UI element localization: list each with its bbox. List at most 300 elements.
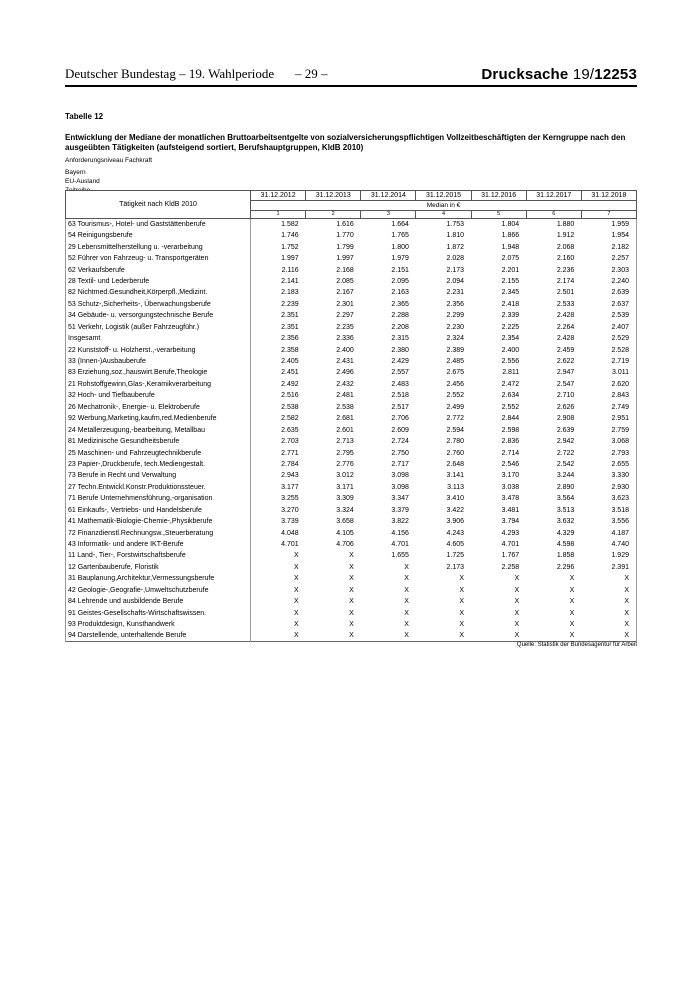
median-value-cell: X xyxy=(514,632,520,640)
median-value-cell: 2.296 xyxy=(556,563,575,571)
occupation-label: 33 (Innen-)Ausbauberufe xyxy=(66,356,251,367)
median-value-cell: 2.173 xyxy=(446,266,465,274)
median-value-cell: 3.255 xyxy=(281,495,299,503)
median-value-cell: 2.451 xyxy=(281,369,299,377)
median-value-cell: 2.780 xyxy=(446,438,465,446)
median-value-cell: 2.303 xyxy=(581,264,636,275)
median-value-cell: X xyxy=(349,621,354,629)
occupation-label: 72 Finanzdienstl.Rechnungsw.,Steuerberatung xyxy=(66,527,251,538)
occupation-label: 91 Geistes-Gesellschafts-Wirtschaftswissen. xyxy=(66,607,251,618)
median-value-cell: 1.725 xyxy=(446,552,465,560)
median-value-cell: 2.710 xyxy=(556,392,575,400)
median-value-cell: 2.428 xyxy=(556,335,575,343)
median-value-cell: 2.552 xyxy=(446,392,465,400)
table-row xyxy=(66,436,637,447)
table-row xyxy=(66,333,637,344)
median-value-cell: 3.177 xyxy=(281,483,299,491)
occupation-label: 94 Darstellende, unterhaltende Berufe xyxy=(66,630,251,642)
median-value-cell: 2.706 xyxy=(391,415,409,423)
occupation-label: 63 Tourismus-, Hotel- und Gaststättenberufe xyxy=(66,219,251,231)
median-value-cell: X xyxy=(404,632,409,640)
table-row xyxy=(66,219,637,231)
table-row xyxy=(66,447,637,458)
median-value-cell: 3.513 xyxy=(556,506,575,514)
column-header-date: 31.12.2017 xyxy=(526,191,581,201)
median-value-cell: 1.954 xyxy=(581,230,636,241)
occupation-label: 12 Gartenbauberufe, Floristik xyxy=(66,562,251,573)
median-value-cell: 2.324 xyxy=(446,335,465,343)
table-row xyxy=(66,276,637,287)
median-value-cell: X xyxy=(404,586,409,594)
median-value-cell: 4.156 xyxy=(391,529,409,537)
median-value-cell: X xyxy=(349,552,354,560)
column-index: 4 xyxy=(416,211,471,219)
table-row xyxy=(66,413,637,424)
median-value-cell: 2.634 xyxy=(501,392,520,400)
median-value-cell: 3.309 xyxy=(336,495,354,503)
median-value-cell: X xyxy=(581,573,636,584)
median-value-cell: 2.635 xyxy=(281,426,299,434)
median-value-cell: 2.240 xyxy=(581,276,636,287)
median-value-cell: X xyxy=(581,585,636,596)
median-value-cell: 2.528 xyxy=(581,344,636,355)
median-value-cell: 2.358 xyxy=(281,346,299,354)
median-value-cell: 3.141 xyxy=(446,472,465,480)
median-value-cell: 2.407 xyxy=(581,322,636,333)
median-value-cell: 2.722 xyxy=(556,449,575,457)
table-header xyxy=(66,191,637,219)
median-value-cell: X xyxy=(581,630,636,642)
median-value-cell: X xyxy=(581,607,636,618)
median-value-cell: 4.706 xyxy=(336,541,354,549)
median-value-cell: 2.601 xyxy=(336,426,354,434)
median-value-cell: 2.485 xyxy=(446,358,465,366)
occupation-label: 22 Kunststoff- u. Holzherst.,-verarbeitung xyxy=(66,344,251,355)
median-value-cell: 1.959 xyxy=(581,219,636,231)
table-row xyxy=(66,459,637,470)
median-value-cell: 2.400 xyxy=(336,346,354,354)
header-dates-row xyxy=(66,191,637,201)
header-rule xyxy=(65,85,637,87)
median-value-cell: 2.141 xyxy=(281,277,299,285)
median-value-cell: X xyxy=(349,575,354,583)
median-value-cell: 1.997 xyxy=(336,255,354,263)
table-row xyxy=(66,379,637,390)
median-value-cell: 1.752 xyxy=(281,243,299,251)
median-value-cell: 2.483 xyxy=(391,380,409,388)
median-value-cell: 2.759 xyxy=(581,424,636,435)
median-value-cell: 3.347 xyxy=(391,495,409,503)
median-value-cell: 2.356 xyxy=(446,300,465,308)
median-value-cell: 2.094 xyxy=(446,277,465,285)
occupation-label: 21 Rohstoffgewinn,Glas-,Keramikverarbeitung xyxy=(66,379,251,390)
occupation-label: 29 Lebensmittelherstellung u. -verarbeitung xyxy=(66,241,251,252)
median-value-cell: 2.776 xyxy=(336,460,354,468)
median-value-cell: 2.626 xyxy=(556,403,575,411)
median-value-cell: X xyxy=(569,575,575,583)
table-row xyxy=(66,493,637,504)
table-body xyxy=(66,219,637,642)
median-value-cell: 2.183 xyxy=(281,289,299,297)
median-value-cell: 3.113 xyxy=(447,483,465,491)
median-value-cell: 2.405 xyxy=(281,358,299,366)
median-value-cell: X xyxy=(404,621,409,629)
occupation-label: 84 Lehrende und ausbildende Berufe xyxy=(66,596,251,607)
median-value-cell: 2.231 xyxy=(446,289,465,297)
median-value-cell: X xyxy=(514,575,520,583)
median-value-cell: 1.872 xyxy=(446,243,465,251)
table-row xyxy=(66,482,637,493)
table-row xyxy=(66,390,637,401)
median-value-cell: X xyxy=(349,632,354,640)
median-value-cell: 2.675 xyxy=(446,369,465,377)
median-value-cell: 4.243 xyxy=(446,529,465,537)
occupation-label: 73 Berufe in Recht und Verwaltung xyxy=(66,470,251,481)
median-value-cell: 3.518 xyxy=(581,505,636,516)
table-row xyxy=(66,299,637,310)
median-value-cell: 2.182 xyxy=(581,241,636,252)
column-index: 1 xyxy=(251,211,306,219)
table-row xyxy=(66,344,637,355)
table-row xyxy=(66,367,637,378)
median-value-cell: 3.794 xyxy=(501,518,520,526)
median-value-cell: 2.068 xyxy=(556,243,575,251)
occupation-label: 42 Geologie-,Geografie-,Umweltschutzberufe xyxy=(66,585,251,596)
median-value-cell: 2.609 xyxy=(391,426,409,434)
median-value-cell: X xyxy=(293,575,299,583)
median-value-cell: 2.339 xyxy=(501,312,520,320)
median-value-cell: 2.771 xyxy=(281,449,299,457)
median-value-cell: 2.518 xyxy=(391,392,409,400)
header-parliament-label: Deutscher Bundestag – 19. Wahlperiode xyxy=(65,66,275,81)
median-value-cell: X xyxy=(404,609,409,617)
drucksache-word: Drucksache xyxy=(481,66,569,83)
running-header xyxy=(65,66,637,84)
median-value-cell: 2.264 xyxy=(556,323,575,331)
median-value-cell: 2.236 xyxy=(556,266,575,274)
median-value-cell: 2.225 xyxy=(501,323,520,331)
column-header-date: 31.12.2012 xyxy=(251,191,306,201)
median-value-cell: 2.456 xyxy=(446,380,465,388)
median-value-cell: 2.351 xyxy=(281,323,299,331)
median-value-cell: 1.582 xyxy=(281,221,299,228)
table-row xyxy=(66,310,637,321)
median-value-cell: 2.719 xyxy=(581,356,636,367)
median-value-cell: 2.151 xyxy=(391,266,409,274)
median-value-cell: 2.174 xyxy=(556,277,575,285)
median-value-cell: 3.556 xyxy=(581,516,636,527)
median-value-cell: X xyxy=(349,598,354,606)
median-value-cell: 2.501 xyxy=(556,289,575,297)
table-row xyxy=(66,470,637,481)
median-value-cell: 2.811 xyxy=(502,369,520,377)
median-wage-table xyxy=(65,190,637,642)
median-value-cell: 2.201 xyxy=(501,266,520,274)
median-value-cell: X xyxy=(293,586,299,594)
median-value-cell: 2.257 xyxy=(581,253,636,264)
table-row xyxy=(66,287,637,298)
median-value-cell: 2.943 xyxy=(281,472,299,480)
median-value-cell: 2.299 xyxy=(446,312,465,320)
occupation-label: 81 Medizinische Gesundheitsberufe xyxy=(66,436,251,447)
median-value-cell: 2.288 xyxy=(391,312,409,320)
table-row xyxy=(66,630,637,642)
header-drucksache-label xyxy=(481,66,637,83)
drucksache-number: 12253 xyxy=(594,66,637,83)
median-value-cell: 2.844 xyxy=(501,415,520,423)
table-row xyxy=(66,424,637,435)
median-value-cell: X xyxy=(514,586,520,594)
table-row xyxy=(66,230,637,241)
median-value-cell: 2.496 xyxy=(336,369,354,377)
median-value-cell: 1.770 xyxy=(336,232,354,240)
median-value-cell: 2.389 xyxy=(446,346,465,354)
median-value-cell: X xyxy=(569,586,575,594)
median-value-cell: X xyxy=(459,609,465,617)
median-value-cell: 2.539 xyxy=(581,310,636,321)
median-value-cell: 3.170 xyxy=(501,472,520,480)
median-value-cell: 4.701 xyxy=(281,541,299,549)
table-row xyxy=(66,516,637,527)
median-value-cell: X xyxy=(459,621,465,629)
median-value-cell: 3.012 xyxy=(336,472,354,480)
median-value-cell: X xyxy=(404,563,409,571)
meta-line: Bayern xyxy=(65,169,86,176)
median-value-cell: 2.167 xyxy=(336,289,354,297)
median-value-cell: 2.538 xyxy=(336,403,354,411)
occupation-label: 71 Berufe Unternehmensführung,-organisation xyxy=(66,493,251,504)
table-row xyxy=(66,322,637,333)
median-value-cell: 2.230 xyxy=(446,323,465,331)
occupation-label: 26 Mechatronik-, Energie- u. Elektroberufe xyxy=(66,402,251,413)
median-value-cell: 3.379 xyxy=(391,506,409,514)
median-value-cell: 2.208 xyxy=(391,323,409,331)
median-value-cell: 1.858 xyxy=(556,552,575,560)
median-value-cell: 1.799 xyxy=(336,243,354,251)
occupation-label: 28 Textil- und Lederberufe xyxy=(66,276,251,287)
occupation-label: 61 Einkaufs-, Vertriebs- und Handelsberufe xyxy=(66,505,251,516)
median-value-cell: 2.529 xyxy=(581,333,636,344)
median-value-cell: 4.605 xyxy=(446,541,465,549)
median-value-cell: 2.429 xyxy=(391,358,409,366)
column-index: 7 xyxy=(581,211,636,219)
median-value-cell: 1.810 xyxy=(446,232,465,240)
occupation-label: 52 Führer von Fahrzeug- u. Transportgeräten xyxy=(66,253,251,264)
median-value-cell: 2.795 xyxy=(336,449,354,457)
median-value-cell: X xyxy=(349,586,354,594)
occupation-label: 41 Mathematik-Biologie-Chemie-,Physikberufe xyxy=(66,516,251,527)
column-index: 5 xyxy=(471,211,526,219)
median-value-cell: 2.028 xyxy=(446,255,465,263)
median-value-cell: 1.979 xyxy=(391,255,409,263)
median-value-cell: 2.750 xyxy=(391,449,409,457)
median-value-cell: 2.354 xyxy=(501,335,520,343)
occupation-label: 93 Produktdesign, Kunsthandwerk xyxy=(66,619,251,630)
occupation-label: 51 Verkehr, Logistik (außer Fahrzeugführ.) xyxy=(66,322,251,333)
table-row xyxy=(66,539,637,550)
table-row xyxy=(66,402,637,413)
table-row xyxy=(66,596,637,607)
median-value-cell: 1.753 xyxy=(446,221,465,228)
median-value-cell: 2.516 xyxy=(281,392,299,400)
median-value-cell: 2.365 xyxy=(391,300,409,308)
median-value-cell: X xyxy=(293,621,299,629)
median-value-cell: 3.564 xyxy=(556,495,575,503)
median-value-cell: X xyxy=(569,598,575,606)
occupation-label: 82 Nichtmed.Gesundheit,Körperpfl.,Medizint. xyxy=(66,287,251,298)
median-value-cell: 1.804 xyxy=(501,221,520,228)
occupation-label: 24 Metallerzeugung,-bearbeitung, Metallbau xyxy=(66,424,251,435)
median-value-cell: X xyxy=(293,598,299,606)
median-value-cell: X xyxy=(514,609,520,617)
median-value-cell: 2.724 xyxy=(391,438,409,446)
median-value-cell: X xyxy=(569,609,575,617)
median-value-cell: 2.951 xyxy=(581,413,636,424)
median-value-cell: 2.517 xyxy=(391,403,409,411)
median-value-cell: X xyxy=(514,598,520,606)
median-value-cell: 1.880 xyxy=(556,221,575,228)
unit-label: Median in € xyxy=(251,201,637,211)
occupation-label: 34 Gebäude- u. versorgungstechnische Berufe xyxy=(66,310,251,321)
median-value-cell: 1.655 xyxy=(391,552,409,560)
median-value-cell: 2.620 xyxy=(581,379,636,390)
median-value-cell: 3.011 xyxy=(581,367,636,378)
median-value-cell: 3.632 xyxy=(556,518,575,526)
median-value-cell: X xyxy=(349,609,354,617)
median-value-cell: 2.315 xyxy=(391,335,409,343)
table-title: Entwicklung der Mediane der monatlichen Bruttoarbeitsentgelte von sozialversicherungspflichtigen Vollzeitbeschäftigten der Kerngruppe nach den ausgeübten Tätigkeiten (aufsteigend sortiert, Berufshauptgruppen, KldB 2010) xyxy=(65,133,626,152)
median-value-cell: 2.546 xyxy=(501,460,520,468)
column-index: 2 xyxy=(306,211,361,219)
median-value-cell: 2.552 xyxy=(501,403,520,411)
occupation-label: 32 Hoch- und Tiefbauberufe xyxy=(66,390,251,401)
median-value-cell: 4.048 xyxy=(281,529,299,537)
median-value-cell: 2.356 xyxy=(281,335,299,343)
median-value-cell: 2.391 xyxy=(581,562,636,573)
source-note: Quelle: Statistik der Bundesagentur für Arbeit xyxy=(516,642,637,648)
median-value-cell: 2.499 xyxy=(446,403,465,411)
median-value-cell: 2.085 xyxy=(336,277,354,285)
median-value-cell: 2.297 xyxy=(336,312,354,320)
median-value-cell: 2.095 xyxy=(391,277,409,285)
median-value-cell: 2.557 xyxy=(391,369,409,377)
median-value-cell: 3.739 xyxy=(281,518,299,526)
median-value-cell: 1.664 xyxy=(391,221,409,228)
median-value-cell: 2.930 xyxy=(581,482,636,493)
median-value-cell: 1.948 xyxy=(501,243,520,251)
median-value-cell: 4.701 xyxy=(501,541,520,549)
occupation-label: 11 Land-, Tier-, Forstwirtschaftsberufe xyxy=(66,550,251,561)
table-row xyxy=(66,241,637,252)
table-row xyxy=(66,356,637,367)
occupation-label: 23 Papier-,Druckberufe, tech.Mediengestalt. xyxy=(66,459,251,470)
occupation-label: 53 Schutz-,Sicherheits-, Überwachungsberufe xyxy=(66,299,251,310)
median-value-cell: 2.717 xyxy=(391,460,409,468)
table-row xyxy=(66,264,637,275)
median-value-cell: 1.765 xyxy=(391,232,409,240)
median-value-cell: 3.481 xyxy=(501,506,520,514)
median-value-cell: 3.422 xyxy=(446,506,465,514)
median-value-cell: 2.713 xyxy=(336,438,354,446)
median-value-cell: 2.594 xyxy=(446,426,465,434)
median-value-cell: 2.481 xyxy=(336,392,354,400)
median-value-cell: 2.648 xyxy=(446,460,465,468)
median-value-cell: 2.598 xyxy=(501,426,520,434)
table-row xyxy=(66,527,637,538)
median-value-cell: X xyxy=(459,586,465,594)
median-value-cell: 2.258 xyxy=(501,563,520,571)
median-value-cell: X xyxy=(293,563,299,571)
median-value-cell: 2.784 xyxy=(281,460,299,468)
table-row xyxy=(66,253,637,264)
median-value-cell: 2.160 xyxy=(556,255,575,263)
occupation-label: 54 Reinigungsberufe xyxy=(66,230,251,241)
median-value-cell: 4.293 xyxy=(501,529,520,537)
meta-line: Anforderungsniveau Fachkraft xyxy=(65,157,153,164)
median-value-cell: 1.767 xyxy=(501,552,520,560)
occupation-label: 25 Maschinen- und Fahrzeugtechnikberufe xyxy=(66,447,251,458)
median-value-cell: 2.400 xyxy=(501,346,520,354)
median-value-cell: 4.105 xyxy=(336,529,354,537)
median-value-cell: 1.912 xyxy=(556,232,575,240)
median-value-cell: 3.822 xyxy=(391,518,409,526)
median-value-cell: 3.038 xyxy=(501,483,520,491)
column-header-date: 31.12.2013 xyxy=(306,191,361,201)
table-row xyxy=(66,562,637,573)
column-header-date: 31.12.2016 xyxy=(471,191,526,201)
occupation-label: 92 Werbung,Marketing,kaufm,red.Medienberufe xyxy=(66,413,251,424)
median-value-cell: X xyxy=(404,598,409,606)
median-value-cell: 1.929 xyxy=(581,550,636,561)
median-value-cell: 2.538 xyxy=(281,403,299,411)
median-value-cell: 2.582 xyxy=(281,415,299,423)
median-value-cell: 4.701 xyxy=(391,541,409,549)
median-value-cell: 4.598 xyxy=(556,541,575,549)
column-index: 3 xyxy=(361,211,416,219)
table-row xyxy=(66,619,637,630)
median-value-cell: X xyxy=(293,552,299,560)
median-value-cell: 2.749 xyxy=(581,402,636,413)
median-value-cell: 2.714 xyxy=(501,449,520,457)
row-header-label: Tätigkeit nach KldB 2010 xyxy=(66,191,251,219)
median-value-cell: 3.171 xyxy=(336,483,354,491)
column-header-date: 31.12.2018 xyxy=(581,191,636,201)
median-value-cell: X xyxy=(349,563,354,571)
table-row xyxy=(66,607,637,618)
median-value-cell: 2.772 xyxy=(446,415,465,423)
median-value-cell: 2.492 xyxy=(281,380,299,388)
median-value-cell: 2.533 xyxy=(556,300,575,308)
median-value-cell: 4.329 xyxy=(556,529,575,537)
occupation-label: 31 Bauplanung,Architektur,Vermessungsberufe xyxy=(66,573,251,584)
median-value-cell: X xyxy=(293,632,299,640)
median-value-cell: 3.906 xyxy=(446,518,465,526)
median-value-cell: 3.098 xyxy=(391,483,409,491)
median-value-cell: X xyxy=(459,632,465,640)
occupation-label: 43 Informatik- und andere IKT-Berufe xyxy=(66,539,251,550)
meta-line: EU-Ausland xyxy=(65,178,100,185)
column-header-date: 31.12.2015 xyxy=(416,191,471,201)
column-index: 6 xyxy=(526,211,581,219)
median-value-cell: 2.703 xyxy=(281,438,299,446)
median-value-cell: 2.681 xyxy=(336,415,354,423)
median-value-cell: 2.793 xyxy=(581,447,636,458)
column-header-date: 31.12.2014 xyxy=(361,191,416,201)
drucksache-session: 19/ xyxy=(572,66,595,83)
median-value-cell: X xyxy=(581,596,636,607)
table-number-label: Tabelle 12 xyxy=(65,112,104,121)
median-value-cell: 1.800 xyxy=(391,243,409,251)
